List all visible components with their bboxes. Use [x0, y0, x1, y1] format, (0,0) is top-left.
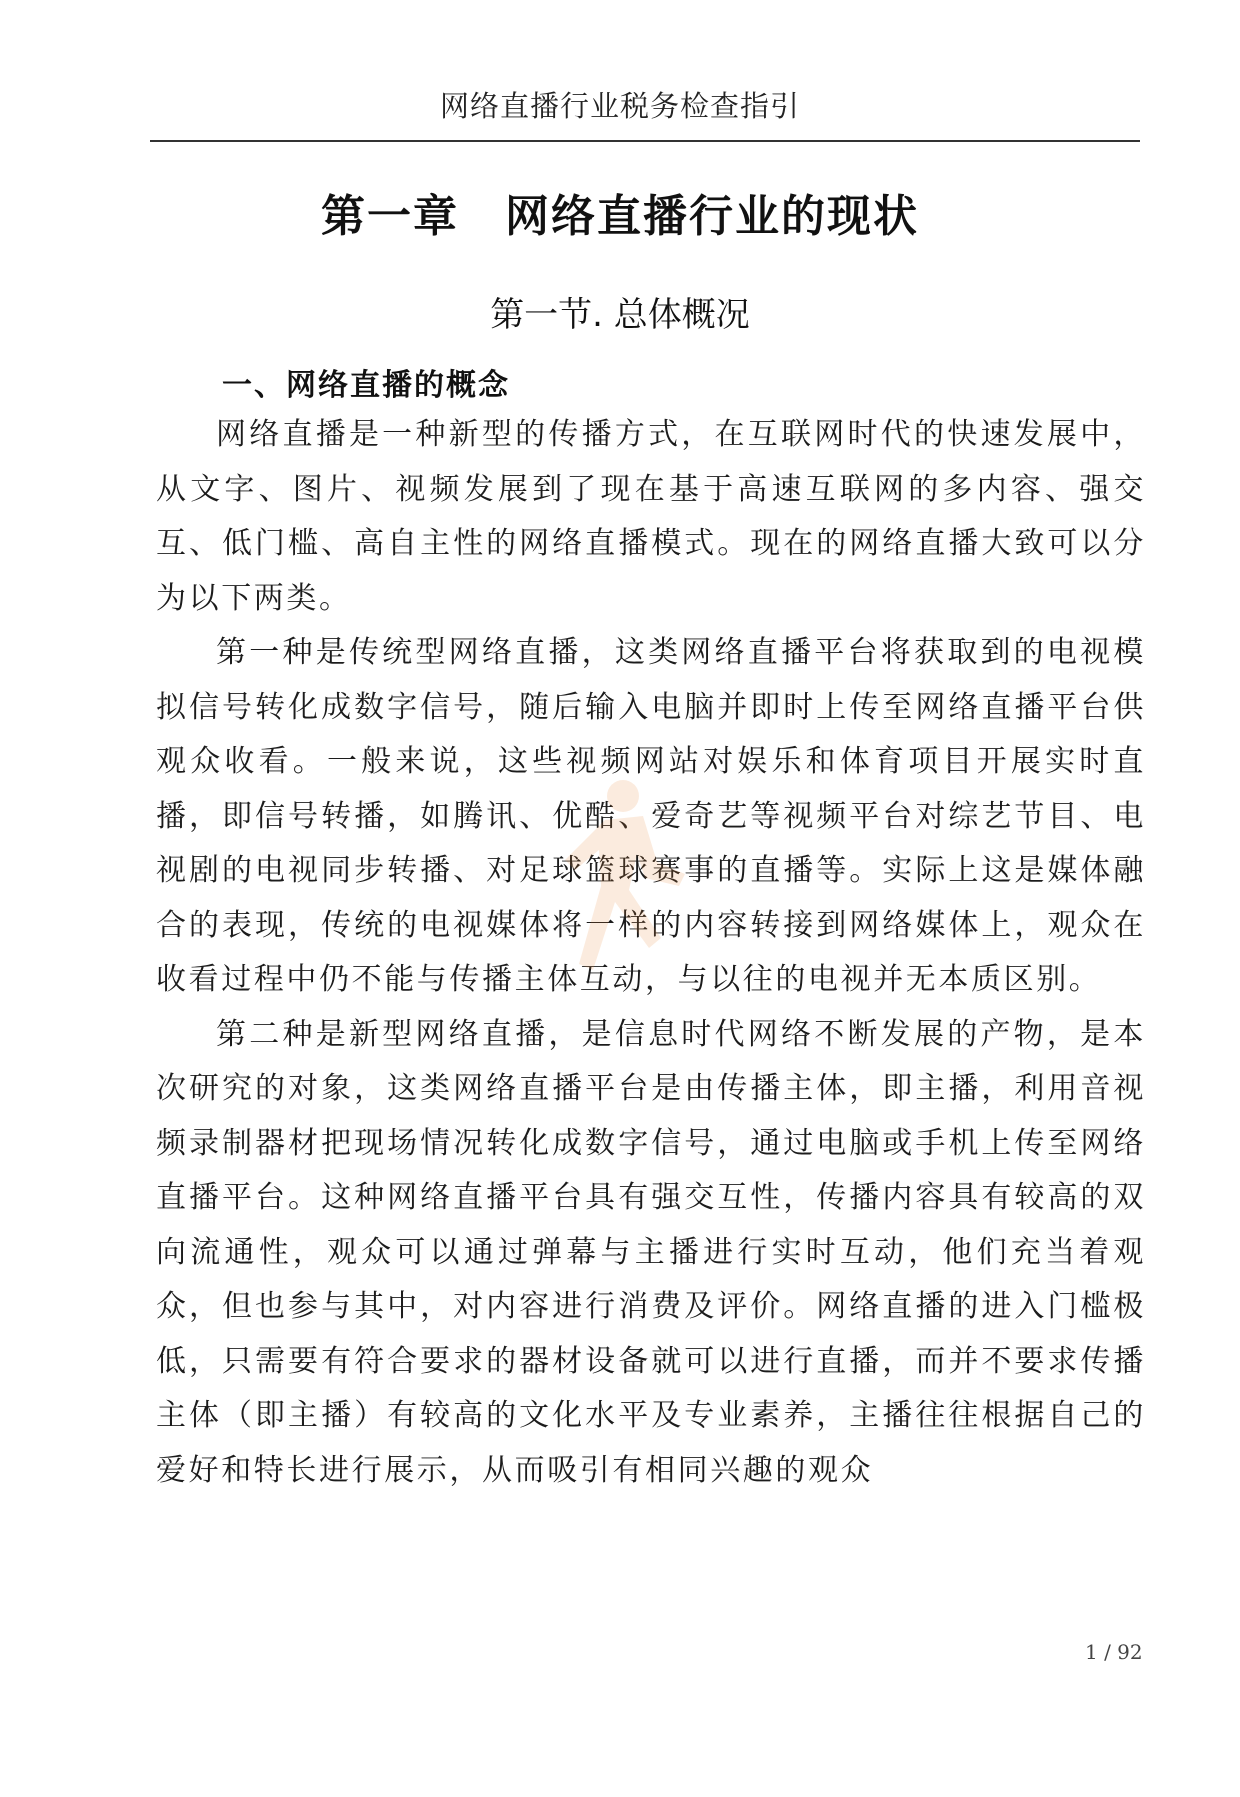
body-text [156, 408, 1146, 1498]
running-header: 网络直播行业税务检查指引 [439, 89, 800, 123]
paragraph-2: 第一种是传统型网络直播，这类网络直播平台将获取到的电视模拟信号转化成数字信号，随后输入电脑并即时上传至网络直播平台供观众收看。一般来说，这些视频网站对娱乐和体育项目开展实时直播，即信号转播，如腾讯、优酷、爱奇艺等视频平台对综艺节目、电视剧的电视同步转播、对足球篮球赛事的直播等。实际上这是媒体融合的表现，传统的电视媒体将一样的内容转接到网络媒体上，观众在收看过程中仍不能与传播主体互动，与以往的电视并无本质区别。 [156, 635, 1146, 997]
paragraph-1: 网络直播是一种新型的传播方式，在互联网时代的快速发展中，从文字、图片、视频发展到了现在基于高速互联网的多内容、强交互、低门槛、高自主性的网络直播模式。现在的网络直播大致可以分为以下两类。 [156, 417, 1146, 616]
page-number: 1 / 92 [1085, 1640, 1143, 1664]
subsection-heading: 一、网络直播的概念 [222, 368, 510, 403]
section-title: 第一节. 总体概况 [490, 295, 750, 335]
header-rule [150, 140, 1140, 142]
paragraph-3: 第二种是新型网络直播，是信息时代网络不断发展的产物，是本次研究的对象，这类网络直播平台是由传播主体，即主播，利用音视频录制器材把现场情况转化成数字信号，通过电脑或手机上传至网络直播平台。这种网络直播平台具有强交互性，传播内容具有较高的双向流通性，观众可以通过弹幕与主播进行实时互动，他们充当着观众，但也参与其中，对内容进行消费及评价。网络直播的进入门槛极低，只需要有符合要求的器材设备就可以进行直播，而并不要求传播主体（即主播）有较高的文化水平及专业素养，主播往往根据自己的爱好和特长进行展示，从而吸引有相同兴趣的观众 [156, 1016, 1146, 1488]
chapter-title: 第一章 网络直播行业的现状 [321, 191, 919, 242]
